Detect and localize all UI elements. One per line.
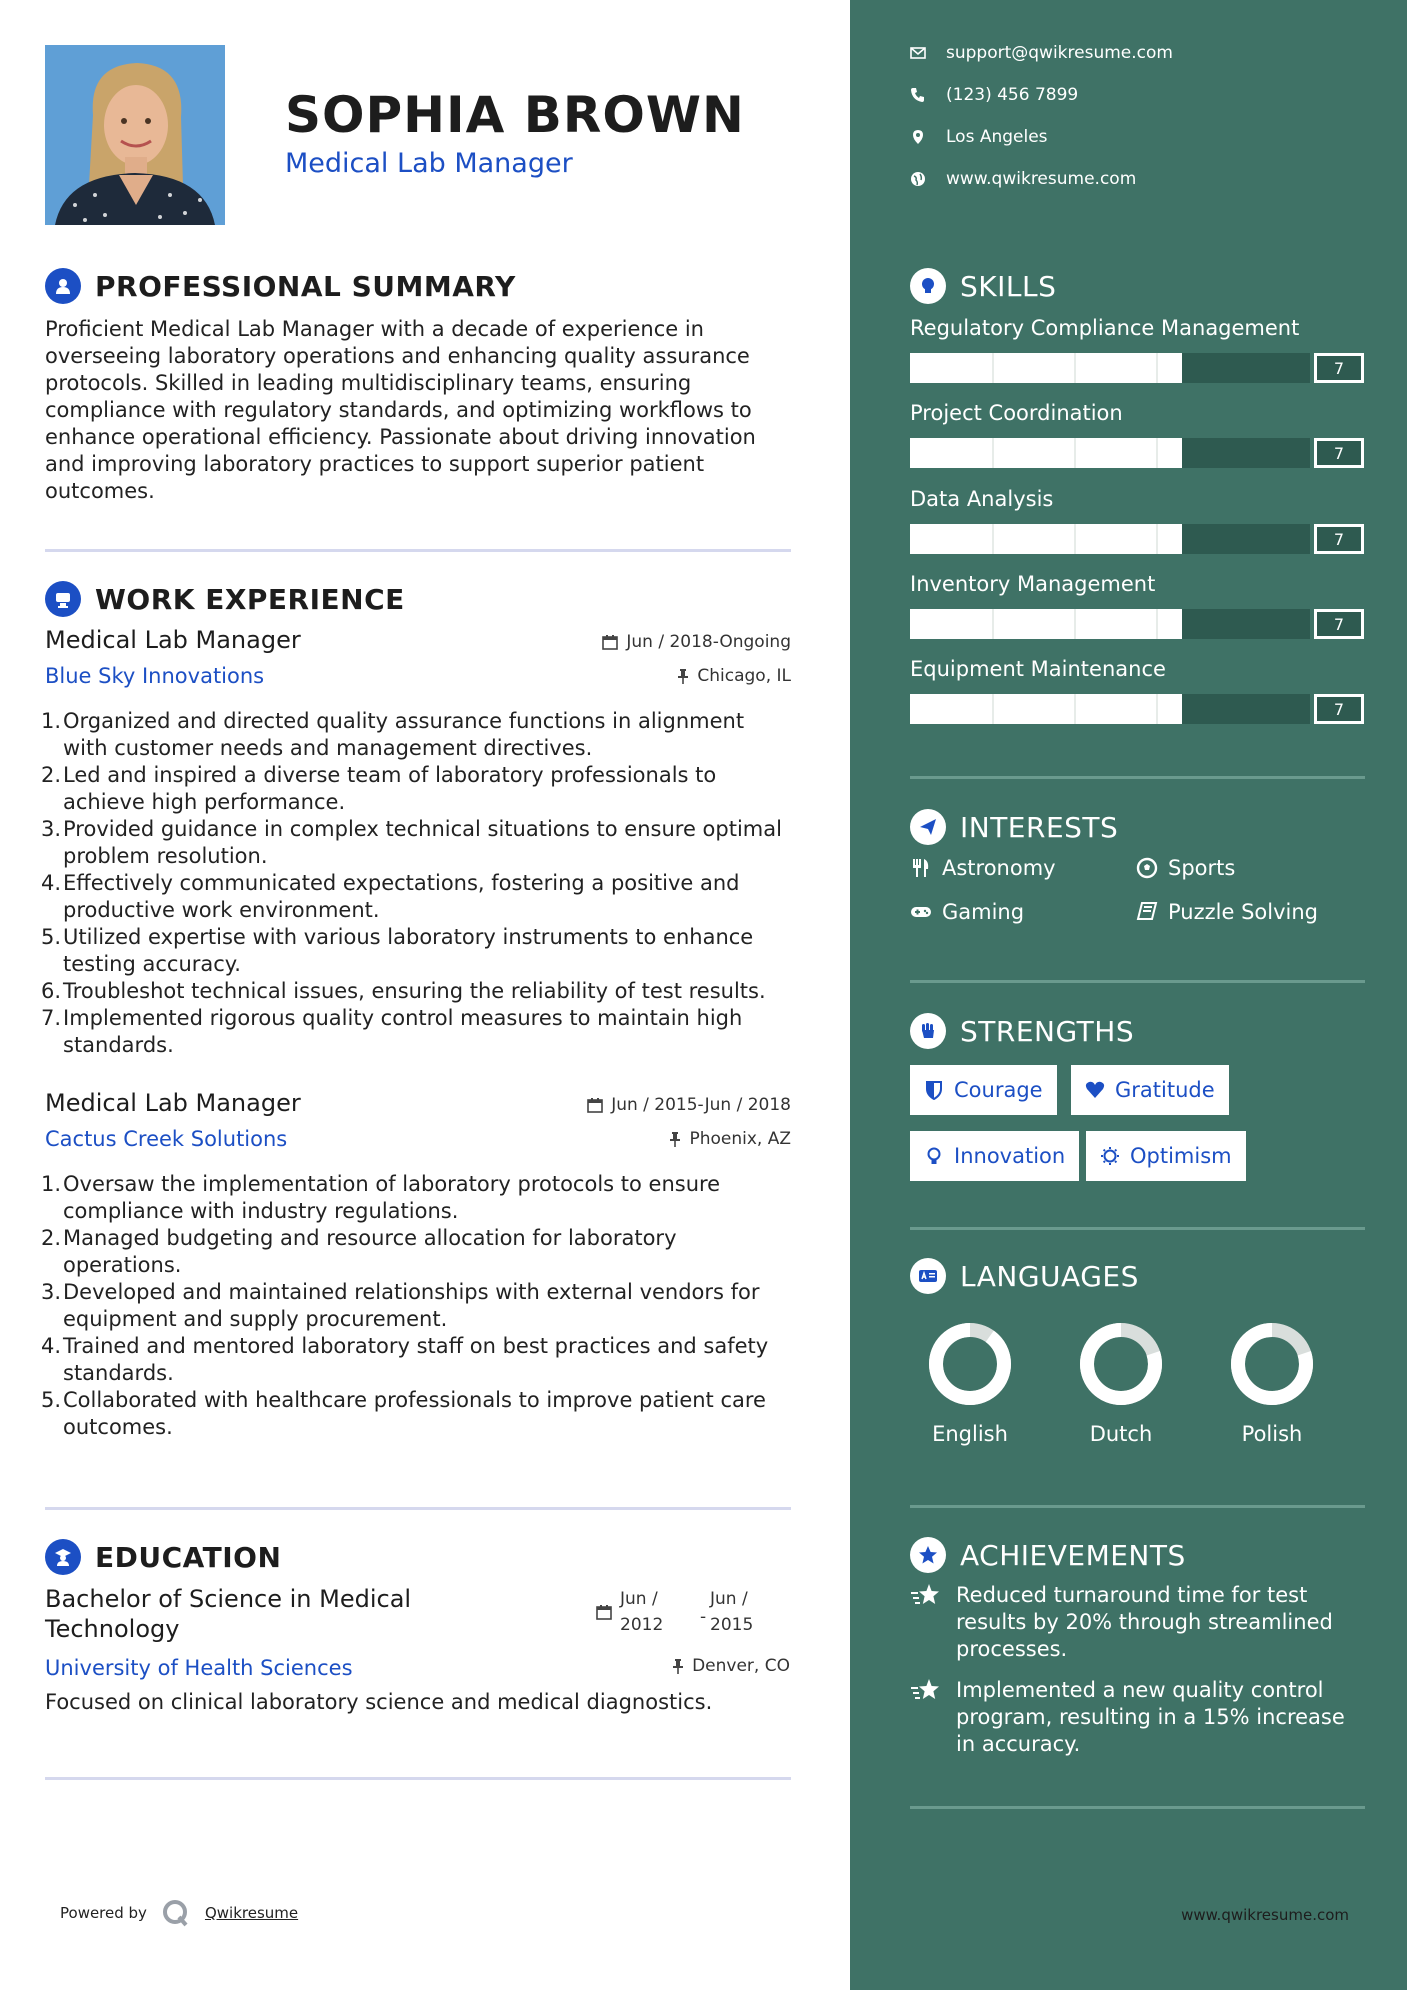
- interest-item: [910, 856, 1056, 880]
- job-location-text: Phoenix, AZ: [689, 1129, 791, 1149]
- skill-bar: [910, 524, 1310, 554]
- contact-email-text: support@qwikresume.com: [946, 43, 1173, 63]
- skill-bar-segment: [1074, 609, 1076, 639]
- star-icon: [910, 1678, 942, 1704]
- sidebar: [850, 0, 1407, 1990]
- strengths-title: STRENGTHS: [960, 1014, 1135, 1048]
- strength-label: Optimism: [1130, 1144, 1232, 1168]
- job-bullets: [41, 1171, 791, 1441]
- job-date: [602, 632, 791, 652]
- fist-icon: [910, 1013, 946, 1049]
- language-label: English: [932, 1422, 1008, 1446]
- strength-label: Gratitude: [1115, 1078, 1215, 1102]
- language-label: Dutch: [1089, 1422, 1153, 1446]
- edu-date-dash: -: [700, 1607, 707, 1627]
- summary-title: PROFESSIONAL SUMMARY: [95, 269, 516, 303]
- calendar-icon: [602, 634, 618, 650]
- pin-icon: [672, 1658, 684, 1674]
- job-role: Medical Lab Manager: [45, 626, 301, 654]
- skill-bar-fill: [910, 438, 1182, 468]
- skill-bar-fill: [910, 524, 1182, 554]
- job-date: [587, 1095, 791, 1115]
- list-item: 4. Trained and mentored laboratory staff on best practices and safety standards.: [41, 1334, 769, 1385]
- avatar: [45, 45, 225, 225]
- cutlery-icon: [910, 857, 932, 879]
- list-item: 2. Led and inspired a diverse team of laboratory professionals to achieve high performance.: [41, 763, 717, 814]
- interests-heading: [910, 809, 1118, 845]
- divider: [45, 1777, 791, 1780]
- job-date-text: Jun / 2015-Jun / 2018: [611, 1095, 791, 1115]
- languages-title: LANGUAGES: [960, 1259, 1139, 1293]
- job-date-text: Jun / 2018-Ongoing: [626, 632, 791, 652]
- contact-email[interactable]: [910, 43, 1173, 63]
- edu-location: [672, 1656, 790, 1676]
- powered-by-label: Powered by: [60, 1904, 147, 1922]
- edu-degree: Bachelor of Science in Medical Technology: [45, 1585, 412, 1643]
- languages-heading: [910, 1258, 1139, 1294]
- edu-end: Jun / 2015: [710, 1589, 754, 1635]
- list-item: 7. Implemented rigorous quality control measures to maintain high standards.: [41, 1006, 743, 1057]
- strength-chip: [910, 1131, 1079, 1181]
- qwikresume-logo-icon: [161, 1898, 191, 1928]
- divider: [45, 1507, 791, 1510]
- skill-bar-segment: [1156, 353, 1158, 383]
- skills-title: SKILLS: [960, 269, 1057, 303]
- job-company: Cactus Creek Solutions: [45, 1127, 288, 1151]
- briefcase-icon: [45, 581, 81, 617]
- edu-start: Jun / 2012: [620, 1589, 664, 1635]
- skill-label: Equipment Maintenance: [910, 657, 1166, 681]
- language-ring: [1230, 1322, 1314, 1406]
- skill-bar-segment: [992, 438, 994, 468]
- list-item: 1. Oversaw the implementation of laboratory protocols to ensure compliance with industry regulations.: [41, 1172, 721, 1223]
- skill-bar-segment: [992, 609, 994, 639]
- achievement-text: Implemented a new quality control program, resulting in a 15% increase in accuracy.: [956, 1678, 1345, 1756]
- list-item: 4. Effectively communicated expectations, fostering a positive and productive work environment.: [41, 871, 740, 922]
- skill-bar-segment: [992, 524, 994, 554]
- skill-value: 7: [1314, 353, 1364, 383]
- strength-chip: [1071, 1065, 1229, 1115]
- map-pin-icon: [910, 129, 926, 145]
- edu-description: Focused on clinical laboratory science and medical diagnostics.: [45, 1690, 713, 1714]
- skill-label: Project Coordination: [910, 401, 1123, 425]
- achievements-title: ACHIEVEMENTS: [960, 1538, 1186, 1572]
- lightbulb-icon: [924, 1146, 944, 1166]
- strength-label: Innovation: [954, 1144, 1066, 1168]
- skill-label: Regulatory Compliance Management: [910, 316, 1300, 340]
- contact-website[interactable]: [910, 169, 1136, 189]
- skill-bar-fill: [910, 353, 1182, 383]
- strength-chip: [910, 1065, 1057, 1115]
- achievements-heading: [910, 1537, 1186, 1573]
- sun-icon: [1100, 1146, 1120, 1166]
- pin-icon: [669, 1131, 681, 1147]
- shield-icon: [924, 1080, 944, 1100]
- contact-phone-text: (123) 456 7899: [946, 85, 1079, 105]
- list-item: 5. Utilized expertise with various laboratory instruments to enhance testing accuracy.: [41, 925, 754, 976]
- calendar-icon: [587, 1097, 603, 1113]
- skill-bar-segment: [1156, 694, 1158, 724]
- interest-item: [1136, 900, 1318, 924]
- skill-bar-segment: [992, 694, 994, 724]
- interest-item: [910, 900, 1024, 924]
- skill-value: 7: [1314, 694, 1364, 724]
- contact-location-text: Los Angeles: [946, 127, 1048, 147]
- paper-plane-icon: [910, 809, 946, 845]
- summary-heading: [45, 268, 516, 304]
- language-ring: [928, 1322, 1012, 1406]
- education-heading: [45, 1539, 281, 1575]
- skill-label: Inventory Management: [910, 572, 1156, 596]
- skill-bar: [910, 694, 1310, 724]
- job-location: [669, 1129, 791, 1149]
- list-item: 3. Provided guidance in complex technical situations to ensure optimal problem resolution.: [41, 817, 782, 868]
- skill-bar-fill: [910, 609, 1182, 639]
- language-item: [1212, 1322, 1332, 1446]
- star-badge-icon: [910, 1537, 946, 1573]
- skill-bar-segment: [1074, 353, 1076, 383]
- gamepad-icon: [910, 901, 932, 923]
- summary-text: Proficient Medical Lab Manager with a decade of experience in overseeing laboratory operations and enhancing quality assurance protocols. Skilled in leading multidisciplinary teams, ensuring compliance with regulatory standards, and optimizing workflows to enhance operational efficiency. Passionate about driving innovation and improving laboratory practices to support superior patient outcomes.: [45, 317, 756, 503]
- soccer-ball-icon: [1136, 857, 1158, 879]
- skill-value: 7: [1314, 524, 1364, 554]
- interest-label: Astronomy: [942, 856, 1056, 880]
- skill-bar-segment: [1074, 524, 1076, 554]
- edu-school: University of Health Sciences: [45, 1656, 353, 1680]
- education-title: EDUCATION: [95, 1540, 282, 1574]
- star-icon: [910, 1583, 942, 1609]
- strength-chip: [1086, 1131, 1246, 1181]
- experience-title: WORK EXPERIENCE: [95, 582, 405, 616]
- user-icon: [45, 268, 81, 304]
- job-entry: [41, 626, 791, 1066]
- job-location-text: Chicago, IL: [697, 666, 791, 686]
- divider: [910, 1227, 1365, 1230]
- book-icon: [1136, 901, 1158, 923]
- contact-website-text: www.qwikresume.com: [946, 169, 1137, 189]
- footer-powered-by: [60, 1898, 298, 1928]
- candidate-name: SOPHIA BROWN: [285, 86, 745, 144]
- skill-bar: [910, 609, 1310, 639]
- experience-heading: [45, 581, 405, 617]
- translate-icon: [910, 1258, 946, 1294]
- skill-bar-segment: [992, 353, 994, 383]
- skill-bar-segment: [1074, 438, 1076, 468]
- interest-label: Puzzle Solving: [1168, 900, 1318, 924]
- list-item: 5. Collaborated with healthcare professionals to improve patient care outcomes.: [41, 1388, 766, 1439]
- edu-location-text: Denver, CO: [692, 1656, 790, 1676]
- skills-heading: [910, 268, 1056, 304]
- globe-icon: [910, 171, 926, 187]
- job-location: [677, 666, 791, 686]
- list-item: 2. Managed budgeting and resource allocation for laboratory operations.: [41, 1226, 677, 1277]
- phone-icon: [910, 87, 926, 103]
- job-role: Medical Lab Manager: [45, 1089, 301, 1117]
- skill-bar-segment: [1156, 524, 1158, 554]
- divider: [910, 776, 1365, 779]
- skill-bar-fill: [910, 694, 1182, 724]
- skill-value: 7: [1314, 609, 1364, 639]
- skill-bar-segment: [1074, 694, 1076, 724]
- skill-bar: [910, 438, 1310, 468]
- contact-location: [910, 127, 1048, 147]
- graduate-icon: [45, 1539, 81, 1575]
- strengths-heading: [910, 1013, 1134, 1049]
- language-item: [910, 1322, 1030, 1446]
- candidate-title: Medical Lab Manager: [285, 148, 573, 179]
- lightbulb-icon: [910, 268, 946, 304]
- footer-site[interactable]: www.qwikresume.com: [1181, 1906, 1349, 1924]
- skill-bar: [910, 353, 1310, 383]
- interest-label: Sports: [1168, 856, 1236, 880]
- list-item: 6. Troubleshot technical issues, ensuring the reliability of test results.: [41, 979, 766, 1003]
- achievement-item: [910, 1582, 1370, 1663]
- language-item: [1061, 1322, 1181, 1446]
- pin-icon: [677, 668, 689, 684]
- skill-bar-segment: [1156, 609, 1158, 639]
- divider: [910, 1806, 1365, 1809]
- achievement-text: Reduced turnaround time for test results by 20% through streamlined processes.: [956, 1583, 1333, 1661]
- skill-value: 7: [1314, 438, 1364, 468]
- skill-bar-segment: [1156, 438, 1158, 468]
- divider: [45, 549, 791, 552]
- job-bullets: [41, 708, 791, 1059]
- profile-photo: [45, 45, 225, 225]
- divider: [910, 980, 1365, 983]
- job-entry: [41, 1089, 791, 1469]
- skill-label: Data Analysis: [910, 487, 1054, 511]
- job-company: Blue Sky Innovations: [45, 664, 265, 688]
- achievement-item: [910, 1677, 1370, 1758]
- list-item: 3. Developed and maintained relationships with external vendors for equipment and supply procurement.: [41, 1280, 760, 1331]
- calendar-icon: [596, 1604, 612, 1620]
- envelope-icon: [910, 45, 926, 61]
- language-ring-fill: [936, 1330, 1004, 1398]
- heart-icon: [1085, 1080, 1105, 1100]
- interest-item: [1136, 856, 1235, 880]
- interest-label: Gaming: [942, 900, 1025, 924]
- strength-label: Courage: [954, 1078, 1043, 1102]
- language-label: Polish: [1241, 1422, 1303, 1446]
- language-ring: [1079, 1322, 1163, 1406]
- qwikresume-link[interactable]: Qwikresume: [204, 1904, 299, 1922]
- interests-title: INTERESTS: [960, 810, 1119, 844]
- list-item: 1. Organized and directed quality assurance functions in alignment with customer needs and management directives.: [41, 709, 745, 760]
- contact-phone[interactable]: [910, 85, 1078, 105]
- divider: [910, 1505, 1365, 1508]
